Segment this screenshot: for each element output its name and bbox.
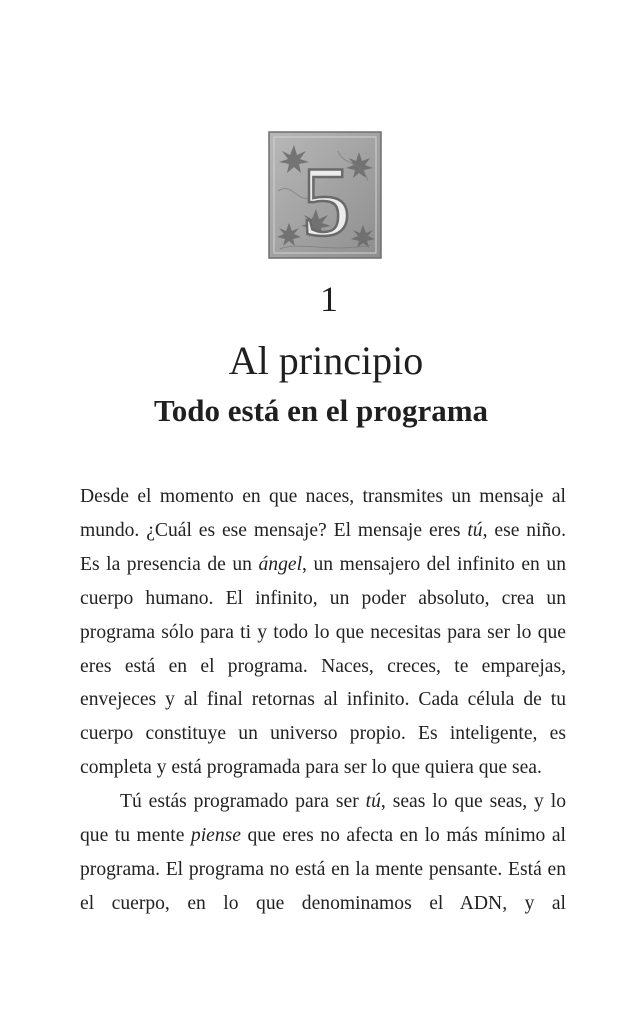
paragraph-1-text-b: , ese niño. Es la presencia de un xyxy=(80,519,566,575)
emblem-numeral: 5 xyxy=(301,146,351,257)
paragraph-2 xyxy=(80,785,566,921)
paragraph-2-text-a: Tú estás programado para ser xyxy=(120,791,366,813)
paragraph-2-emphasis-piense: piense xyxy=(190,825,241,847)
chapter-title: Al principio xyxy=(228,338,424,383)
chapter-subtitle: Todo está en el programa xyxy=(153,393,489,428)
paragraph-2-text-c: que eres no afecta en lo más mínimo al programa. El programa no está en la mente pensante. Está en el cuerpo, en lo que denominamos el ADN, y al xyxy=(80,825,566,914)
paragraph-1-emphasis-angel: ángel xyxy=(258,553,303,575)
paragraph-1-text-a: Desde el momento en que naces, transmites un mensaje al mundo. ¿Cuál es ese mensaje? El mensaje eres xyxy=(80,486,566,541)
paragraph-1 xyxy=(80,480,566,785)
chapter-number: 1 xyxy=(320,279,338,319)
paragraph-2-emphasis-tu: tú xyxy=(365,791,381,813)
number-five-leaves-emblem-icon xyxy=(268,131,382,259)
body-text xyxy=(80,480,566,921)
paragraph-1-text-c: , un mensajero del infinito en un cuerpo humano. El infinito, un poder absoluto, crea un programa sólo para ti y todo lo que necesitas para ser lo que eres está en el programa. Naces, creces, te emparejas, envejeces y al final retornas al infinito. Cada célula de tu cuerpo constituye un universo propio. Es inteligente, es completa y está programada para ser lo que quiera que sea. xyxy=(80,553,566,779)
paragraph-2-text-b: , seas lo que seas, y lo que tu mente xyxy=(80,791,567,847)
paragraph-1-emphasis-tu: tú xyxy=(467,519,483,541)
